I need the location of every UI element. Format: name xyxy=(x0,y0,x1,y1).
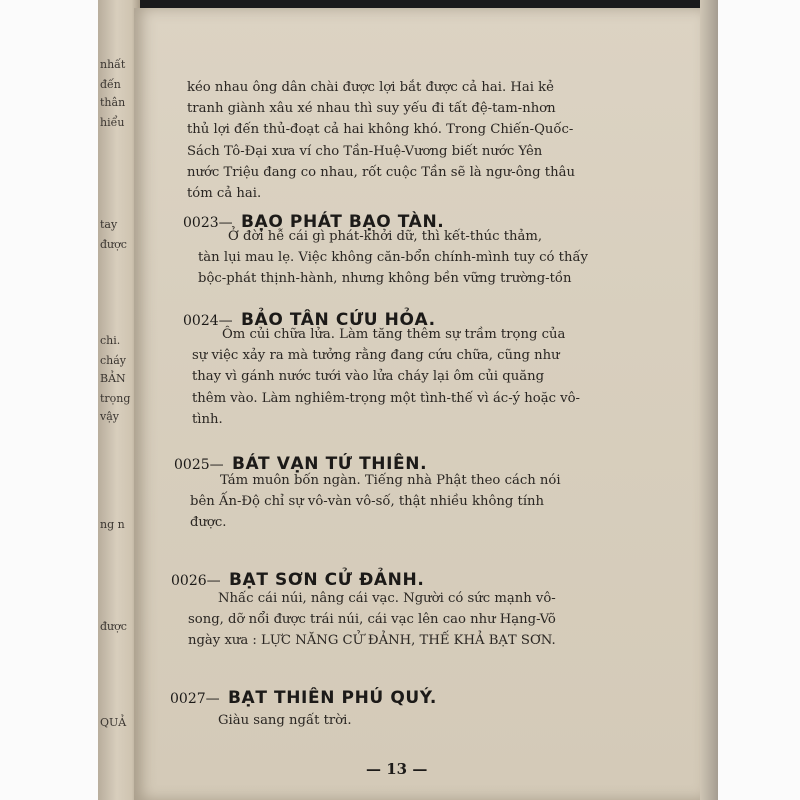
entry-number: 0025— xyxy=(174,457,224,473)
text-line: tóm cả hai. xyxy=(187,186,262,202)
left-fragment: thân xyxy=(100,96,126,109)
left-fragment: cháy xyxy=(100,354,127,367)
entry-title: BẠT THIÊN PHÚ QUÝ. xyxy=(228,688,437,708)
entry-body xyxy=(190,470,561,534)
left-fragment: trọng xyxy=(100,392,131,405)
entry-body xyxy=(218,710,352,731)
left-fragment: BẢN xyxy=(100,372,126,385)
left-fragment: được xyxy=(100,620,127,633)
entry-body xyxy=(188,588,556,652)
right-page-edge xyxy=(700,0,718,800)
page-number: — 13 — xyxy=(366,760,428,778)
entry-number: 0024— xyxy=(183,313,233,329)
text-line: Nhấc cái núi, nâng cái vạc. Người có sức mạnh vô- xyxy=(218,591,556,606)
text-line: ngày xưa : LỰC NĂNG CỬ ĐẢNH, THẾ KHẢ BẠT SƠN. xyxy=(188,633,556,649)
text-line: tình. xyxy=(192,411,223,427)
entry-heading xyxy=(170,680,437,709)
entry-title: BẠT SƠN CỬ ĐẢNH. xyxy=(229,570,425,590)
entry-body xyxy=(192,324,580,430)
left-fragment: hiểu xyxy=(100,116,125,129)
entry-heading xyxy=(171,562,424,591)
left-fragment: tay xyxy=(100,218,118,231)
entry-title: BẠO PHÁT BẠO TÀN. xyxy=(241,212,445,232)
text-line: Sách Tô-Đại xưa ví cho Tần-Huệ-Vương biết nước Yên xyxy=(187,143,543,159)
text-line: nước Triệu đang co nhau, rốt cuộc Tần sẽ là ngư-ông thâu xyxy=(187,164,575,180)
left-fragment: vậy xyxy=(100,410,119,423)
left-fragment: nhất xyxy=(100,58,126,71)
intro-paragraph xyxy=(187,77,575,204)
left-fragment: được xyxy=(100,238,127,251)
entry-number: 0026— xyxy=(171,573,221,589)
left-fragment: đến xyxy=(100,78,121,91)
left-fragment: ng n xyxy=(100,518,125,531)
entry-number: 0027— xyxy=(170,691,220,707)
text-line: tàn lụi mau lẹ. Việc không căn-bổn chính-mình tuy có thấy xyxy=(198,250,588,266)
text-line: Ở đời hễ cái gì phát-khởi dữ, thì kết-thúc thảm, xyxy=(228,229,543,244)
text-line: kéo nhau ông dân chài được lợi bắt được cả hai. Hai kẻ xyxy=(187,80,554,95)
left-fragment: QUẢ xyxy=(100,716,127,729)
entry-title: BẢO TÂN CỨU HỎA. xyxy=(241,310,436,330)
text-line: thủ lợi đến thủ-đoạt cả hai không khó. Trong Chiến-Quốc- xyxy=(187,122,574,138)
entry-number: 0023— xyxy=(183,215,233,231)
text-line: Tám muôn bốn ngàn. Tiếng nhà Phật theo cách nói xyxy=(220,473,561,488)
text-line: Giàu sang ngất trời. xyxy=(218,713,352,728)
text-line: bộc-phát thịnh-hành, nhưng không bền vững trường-tồn xyxy=(198,271,572,287)
text-line: được. xyxy=(190,515,227,531)
text-line: Ôm củi chữa lửa. Làm tăng thêm sự trầm trọng của xyxy=(222,327,566,342)
text-line: song, dỡ nổi được trái núi, cái vạc lên cao như Hạng-Võ xyxy=(188,612,556,628)
text-line: sự việc xảy ra mà tưởng rằng đang cứu chữa, cũng như xyxy=(192,348,560,364)
entry-body xyxy=(198,226,588,290)
entry-title: BÁT VẠN TỨ THIÊN. xyxy=(232,454,428,474)
text-line: thay vì gánh nước tưới vào lửa cháy lại ôm củi quăng xyxy=(192,369,545,385)
text-line: bên Ấn-Độ chỉ sự vô-vàn vô-số, thật nhiều không tính xyxy=(190,494,545,510)
left-fragment: chi. xyxy=(100,334,121,347)
text-line: tranh giành xâu xé nhau thì suy yếu đi tất đệ-tam-nhơn xyxy=(187,101,556,117)
text-line: thêm vào. Làm nghiêm-trọng một tình-thế vì ác-ý hoặc vô- xyxy=(192,390,581,406)
